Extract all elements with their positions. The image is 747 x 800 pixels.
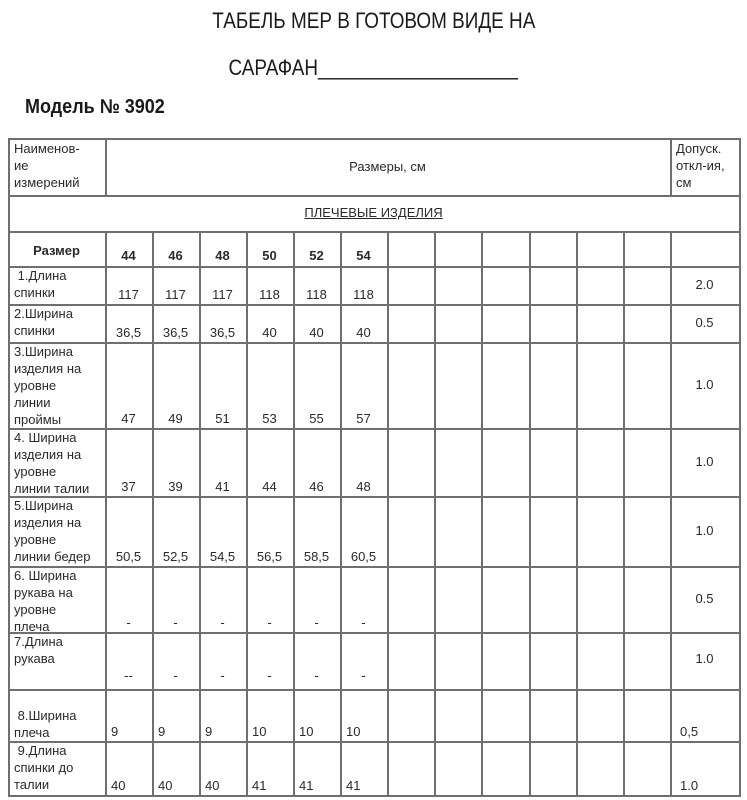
tolerance-text: 1.0: [695, 523, 714, 538]
row-3-value-52: [293, 342, 340, 428]
row-5-value-44: [105, 496, 152, 566]
row-7-value-52: [293, 632, 340, 689]
row-4-tolerance: [670, 428, 739, 496]
size-header-52: [293, 231, 340, 266]
section-title: [8, 195, 739, 231]
row-value-text: 41: [252, 778, 267, 793]
row-8-tolerance: [670, 689, 739, 741]
table-gridline: [434, 231, 436, 795]
tolerance-text: 0,5: [680, 724, 699, 739]
title-line1-text: ТАБЕЛЬ МЕР В ГОТОВОМ ВИДЕ НА: [211, 8, 536, 33]
tolerance-text: 1.0: [695, 454, 714, 469]
row-value-text: 10: [299, 724, 314, 739]
row-4-name-text: 4. Ширина изделия на уровне линии талии: [14, 430, 90, 496]
row-4-value-52: [293, 428, 340, 496]
row-7-value-50: [246, 632, 293, 689]
row-5-value-54: [340, 496, 387, 566]
row-4-value-48: [199, 428, 246, 496]
row-1-value-54: [340, 266, 387, 304]
row-value-text: -: [314, 668, 319, 683]
row-value-text: 40: [158, 778, 173, 793]
row-value-text: 41: [299, 778, 314, 793]
row-9-name-text: 9.Длина спинки до талии: [14, 743, 74, 792]
name-column-header: [8, 138, 105, 195]
table-gridline: [387, 231, 389, 795]
size-header-50-text: 50: [262, 248, 277, 263]
row-value-text: 57: [356, 411, 371, 426]
row-7-value-46: [152, 632, 199, 689]
row-8-value-50: [246, 689, 293, 741]
row-2-tolerance: [670, 304, 739, 342]
row-value-text: 118: [259, 287, 280, 302]
size-header-44-text: 44: [121, 248, 136, 263]
row-value-text: 37: [121, 479, 136, 494]
tolerance-column-header: [670, 138, 739, 195]
row-value-text: 9: [205, 724, 213, 739]
row-7-name: [8, 632, 105, 689]
row-9-value-48: [199, 741, 246, 795]
row-2-value-46: [152, 304, 199, 342]
size-header-54: [340, 231, 387, 266]
size-header-50: [246, 231, 293, 266]
row-1-value-48: [199, 266, 246, 304]
row-7-tolerance: [670, 632, 739, 689]
size-header-48-text: 48: [215, 248, 230, 263]
row-3-tolerance: [670, 342, 739, 428]
row-1-name-text: 1.Длина спинки: [14, 268, 67, 300]
row-2-value-54: [340, 304, 387, 342]
row-4-name: [8, 428, 105, 496]
row-9-value-54: [340, 741, 387, 795]
size-header-46-text: 46: [168, 248, 183, 263]
row-value-text: 41: [215, 479, 230, 494]
row-6-value-50: [246, 566, 293, 632]
row-value-text: 118: [306, 287, 327, 302]
row-value-text: 36,5: [115, 325, 142, 340]
size-header-46: [152, 231, 199, 266]
row-3-value-50: [246, 342, 293, 428]
row-value-text: 53: [262, 411, 277, 426]
row-value-text: -: [220, 668, 225, 683]
row-7-value-48: [199, 632, 246, 689]
row-value-text: 44: [262, 479, 277, 494]
row-5-value-46: [152, 496, 199, 566]
table-gridline: [739, 138, 741, 795]
size-row-label: [8, 231, 105, 266]
sizes-header-text: Размеры, см: [349, 159, 426, 174]
row-value-text: -: [220, 615, 225, 630]
row-value-text: -: [126, 615, 131, 630]
tolerance-text: 1.0: [680, 778, 699, 793]
row-value-text: 46: [309, 479, 324, 494]
row-value-text: 118: [353, 287, 374, 302]
row-1-tolerance: [670, 266, 739, 304]
tolerance-text: 0.5: [695, 591, 714, 606]
row-6-name: [8, 566, 105, 632]
row-6-value-54: [340, 566, 387, 632]
row-8-value-48: [199, 689, 246, 741]
row-9-value-44: [105, 741, 152, 795]
row-value-text: 36,5: [209, 325, 236, 340]
row-2-value-50: [246, 304, 293, 342]
model-number-text: Модель № 3902: [10, 96, 165, 118]
section-title-text: ПЛЕЧЕВЫЕ ИЗДЕЛИЯ: [304, 205, 443, 220]
row-value-text: 40: [111, 778, 126, 793]
size-header-54-text: 54: [356, 248, 371, 263]
row-value-text: 9: [158, 724, 166, 739]
table-gridline: [576, 231, 578, 795]
row-4-value-46: [152, 428, 199, 496]
row-8-name: [8, 689, 105, 741]
row-value-text: 55: [309, 411, 324, 426]
row-1-name: [8, 266, 105, 304]
row-2-value-44: [105, 304, 152, 342]
row-5-name-text: 5.Ширина изделия на уровне линии бедер: [14, 498, 91, 564]
table-gridline: [623, 231, 625, 795]
row-4-value-54: [340, 428, 387, 496]
row-1-value-46: [152, 266, 199, 304]
row-8-value-54: [340, 689, 387, 741]
row-value-text: 40: [262, 325, 277, 340]
name-column-header-text: Наименов- ие измерений: [14, 141, 80, 190]
row-value-text: 47: [121, 411, 136, 426]
sizes-header: [105, 138, 670, 195]
row-value-text: 39: [168, 479, 183, 494]
row-value-text: -: [314, 615, 319, 630]
row-value-text: 49: [168, 411, 183, 426]
tolerance-text: 2.0: [695, 277, 714, 292]
row-value-text: 117: [212, 287, 233, 302]
row-8-value-44: [105, 689, 152, 741]
row-6-name-text: 6. Ширина рукава на уровне плеча: [14, 568, 77, 634]
row-6-value-46: [152, 566, 199, 632]
row-value-text: 40: [356, 325, 371, 340]
tolerance-text: 1.0: [695, 650, 714, 666]
row-value-text: 10: [252, 724, 267, 739]
row-value-text: 40: [309, 325, 324, 340]
row-2-name: [8, 304, 105, 342]
row-5-value-52: [293, 496, 340, 566]
row-5-tolerance: [670, 496, 739, 566]
row-7-value-44: [105, 632, 152, 689]
row-value-text: 36,5: [162, 325, 189, 340]
row-9-value-52: [293, 741, 340, 795]
size-header-44: [105, 231, 152, 266]
tolerance-text: 0.5: [695, 315, 714, 330]
row-9-name: [8, 741, 105, 795]
row-4-value-50: [246, 428, 293, 496]
size-row-label-text: Размер: [33, 243, 80, 258]
row-1-value-50: [246, 266, 293, 304]
row-value-text: -: [361, 615, 366, 630]
row-2-value-52: [293, 304, 340, 342]
row-5-name: [8, 496, 105, 566]
row-value-text: 41: [346, 778, 361, 793]
row-value-text: -: [267, 615, 272, 630]
size-header-52-text: 52: [309, 248, 324, 263]
row-value-text: --: [124, 668, 133, 683]
row-5-value-48: [199, 496, 246, 566]
row-value-text: 40: [205, 778, 220, 793]
row-7-name-text: 7.Длина рукава: [14, 634, 63, 666]
row-value-text: 56,5: [256, 549, 283, 564]
row-4-value-44: [105, 428, 152, 496]
row-9-value-46: [152, 741, 199, 795]
row-value-text: 58,5: [303, 549, 330, 564]
row-6-value-52: [293, 566, 340, 632]
tolerance-text: 1.0: [695, 377, 714, 392]
row-3-name: [8, 342, 105, 428]
row-6-value-48: [199, 566, 246, 632]
row-value-text: -: [173, 615, 178, 630]
row-3-name-text: 3.Ширина изделия на уровне линии проймы: [14, 344, 82, 427]
row-9-value-50: [246, 741, 293, 795]
row-value-text: 117: [165, 287, 186, 302]
row-7-value-54: [340, 632, 387, 689]
row-value-text: 54,5: [209, 549, 236, 564]
row-8-name-text: 8.Ширина плеча: [14, 708, 77, 740]
size-header-48: [199, 231, 246, 266]
row-2-name-text: 2.Ширина спинки: [14, 306, 73, 338]
row-6-value-44: [105, 566, 152, 632]
row-value-text: 48: [356, 479, 371, 494]
row-value-text: -: [173, 668, 178, 683]
row-value-text: 60,5: [350, 549, 377, 564]
row-value-text: -: [267, 668, 272, 683]
row-value-text: 52,5: [162, 549, 189, 564]
row-value-text: 117: [118, 287, 139, 302]
row-8-value-46: [152, 689, 199, 741]
row-9-tolerance: [670, 741, 739, 795]
row-value-text: 9: [111, 724, 119, 739]
row-value-text: 10: [346, 724, 361, 739]
row-6-tolerance: [670, 566, 739, 632]
row-3-value-44: [105, 342, 152, 428]
table-gridline: [8, 795, 741, 797]
row-8-value-52: [293, 689, 340, 741]
table-gridline: [529, 231, 531, 795]
row-3-value-48: [199, 342, 246, 428]
row-5-value-50: [246, 496, 293, 566]
row-1-value-44: [105, 266, 152, 304]
title-line2-text: САРАФАН___________________: [228, 55, 519, 80]
row-2-value-48: [199, 304, 246, 342]
row-value-text: -: [361, 668, 366, 683]
row-value-text: 50,5: [115, 549, 142, 564]
row-1-value-52: [293, 266, 340, 304]
row-value-text: 51: [215, 411, 230, 426]
table-gridline: [481, 231, 483, 795]
tolerance-column-header-text: Допуск. откл-ия, см: [676, 141, 725, 190]
row-3-value-46: [152, 342, 199, 428]
row-3-value-54: [340, 342, 387, 428]
